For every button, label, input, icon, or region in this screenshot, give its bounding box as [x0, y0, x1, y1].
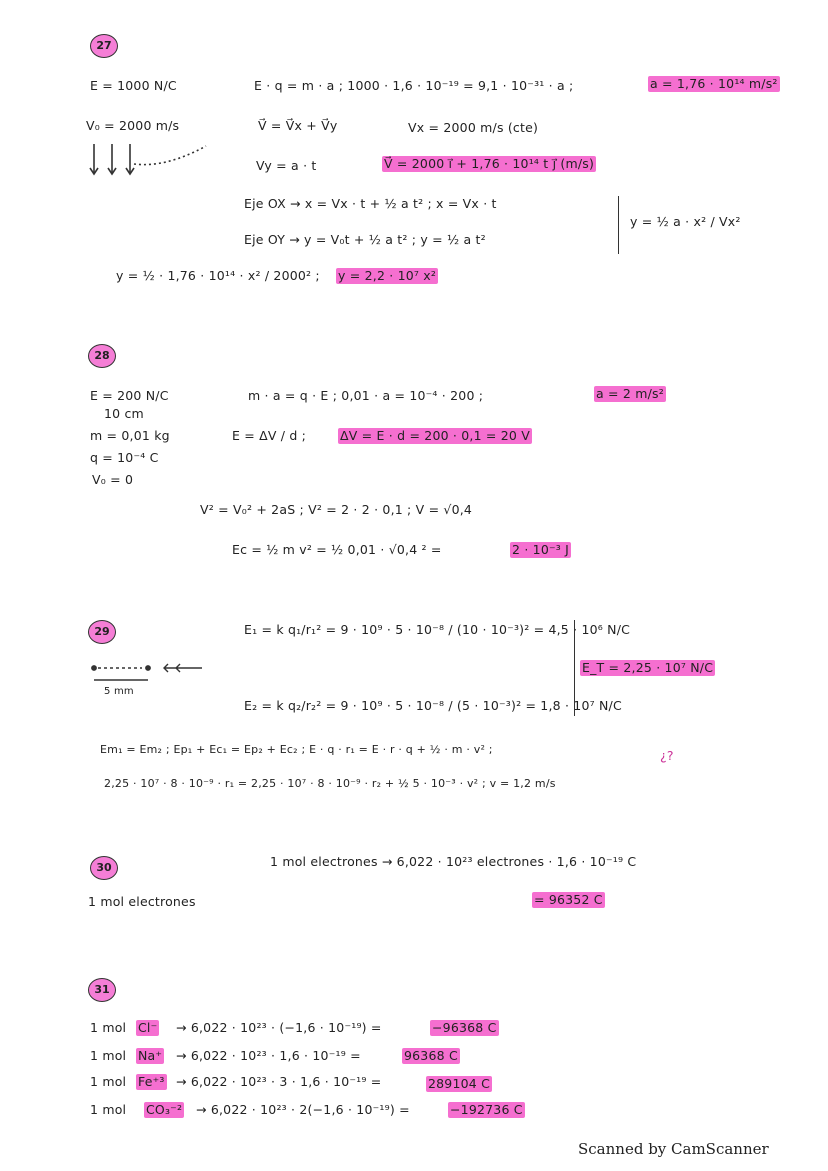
- p27-brace-result: y = ½ a · x² / Vx²: [630, 214, 741, 229]
- p31-row-prefix: 1 mol: [90, 1048, 127, 1063]
- p30-line1: 1 mol electrones → 6,022 · 10²³ electrones · 1,6 · 10⁻¹⁹ C: [270, 854, 637, 869]
- p27-brace: [618, 196, 619, 254]
- p27-line5: Eje OY → y = V₀t + ½ a t² ; y = ½ a t²: [244, 232, 486, 247]
- p29-diagram-label: 5 mm: [104, 686, 134, 697]
- p28-given-charge: q = 10⁻⁴ C: [90, 450, 159, 465]
- problem-31-number: 31: [88, 978, 116, 1002]
- p27-acceleration-result: a = 1,76 · 10¹⁴ m/s²: [650, 76, 778, 91]
- p31-row-ion: Cl⁻: [138, 1020, 158, 1035]
- p31-row-prefix: 1 mol: [90, 1020, 127, 1035]
- p28-given-distance: 10 cm: [104, 406, 144, 421]
- p31-row-expr: → 6,022 · 10²³ · 1,6 · 10⁻¹⁹ =: [176, 1048, 361, 1063]
- p28-potential-result: ΔV = E · d = 200 · 0,1 = 20 V: [340, 428, 531, 443]
- p29-total-field-result: E_T = 2,25 · 10⁷ N/C: [582, 660, 714, 675]
- p27-trajectory-result: y = 2,2 · 10⁷ x²: [338, 268, 437, 283]
- p29-line3: Em₁ = Em₂ ; Ep₁ + Ec₁ = Ep₂ + Ec₂ ; E · q · r₁ = E · r · q + ½ · m · v² ;: [100, 743, 493, 756]
- p31-row-ion: Na⁺: [138, 1048, 163, 1063]
- p27-given-field: E = 1000 N/C: [90, 78, 177, 93]
- problem-30-number: 30: [90, 856, 118, 880]
- p29-line2: E₂ = k q₂/r₂² = 9 · 10⁹ · 5 · 10⁻⁸ / (5 · 10⁻³)² = 1,8 · 10⁷ N/C: [244, 698, 622, 713]
- p31-row-result: 96368 C: [404, 1048, 458, 1063]
- p28-line2: E = ΔV / d ;: [232, 428, 307, 443]
- p31-row-result: −96368 C: [432, 1020, 497, 1035]
- p27-line3: Vy = a · t: [256, 158, 317, 173]
- p29-brace: [574, 620, 575, 716]
- problem-27-number: 27: [90, 34, 118, 58]
- p31-row-expr: → 6,022 · 10²³ · (−1,6 · 10⁻¹⁹) =: [176, 1020, 382, 1035]
- p31-row-prefix: 1 mol: [90, 1102, 127, 1117]
- p28-given-velocity: V₀ = 0: [92, 472, 134, 487]
- p28-kinetic-energy-result: 2 · 10⁻³ J: [512, 542, 570, 557]
- p27-line6: y = ½ · 1,76 · 10¹⁴ · x² / 2000² ;: [116, 268, 320, 283]
- p27-line4: Eje OX → x = Vx · t + ½ a t² ; x = Vx · t: [244, 196, 497, 211]
- p27-velocity-vector-result: V⃗ = 2000 i⃗ + 1,76 · 10¹⁴ t j⃗ (m/s): [384, 156, 595, 171]
- p27-line1: E · q = m · a ; 1000 · 1,6 · 10⁻¹⁹ = 9,1 · 10⁻³¹ · a ;: [254, 78, 574, 93]
- p28-acceleration-result: a = 2 m/s²: [596, 386, 664, 401]
- p29-question-note: ¿?: [660, 748, 674, 763]
- p31-row-ion: CO₃⁻²: [146, 1102, 183, 1117]
- p31-row-expr: → 6,022 · 10²³ · 2(−1,6 · 10⁻¹⁹) =: [196, 1102, 410, 1117]
- p31-row-prefix: 1 mol: [90, 1074, 127, 1089]
- p30-result: = 96352 C: [534, 892, 603, 907]
- p27-line2: V⃗ = V⃗x + V⃗y: [258, 118, 338, 133]
- p28-line3: V² = V₀² + 2aS ; V² = 2 · 2 · 0,1 ; V = √0,4: [200, 502, 473, 517]
- p28-given-mass: m = 0,01 kg: [90, 428, 170, 443]
- scanner-watermark: Scanned by CamScanner: [578, 1140, 769, 1158]
- p29-line1: E₁ = k q₁/r₁² = 9 · 10⁹ · 5 · 10⁻⁸ / (10 · 10⁻³)² = 4,5 · 10⁶ N/C: [244, 622, 631, 637]
- p31-row-result: 289104 C: [428, 1076, 491, 1091]
- p28-line1: m · a = q · E ; 0,01 · a = 10⁻⁴ · 200 ;: [248, 388, 484, 403]
- p31-row-result: −192736 C: [450, 1102, 523, 1117]
- p29-line4: 2,25 · 10⁷ · 8 · 10⁻⁹ · r₁ = 2,25 · 10⁷ · 8 · 10⁻⁹ · r₂ + ½ 5 · 10⁻³ · v² ; v = 1,2 m/s: [104, 777, 556, 790]
- p28-given-field: E = 200 N/C: [90, 388, 169, 403]
- p28-line4: Ec = ½ m v² = ½ 0,01 · √0,4 ² =: [232, 542, 442, 557]
- field-lines-diagram-icon: [86, 140, 216, 182]
- problem-28-number: 28: [88, 344, 116, 368]
- problem-29-number: 29: [88, 620, 116, 644]
- p30-label: 1 mol electrones: [88, 894, 196, 909]
- p31-row-ion: Fe⁺³: [138, 1074, 165, 1089]
- p27-given-velocity: V₀ = 2000 m/s: [86, 118, 180, 133]
- p27-line2b: Vx = 2000 m/s (cte): [408, 120, 539, 135]
- p31-row-expr: → 6,022 · 10²³ · 3 · 1,6 · 10⁻¹⁹ =: [176, 1074, 382, 1089]
